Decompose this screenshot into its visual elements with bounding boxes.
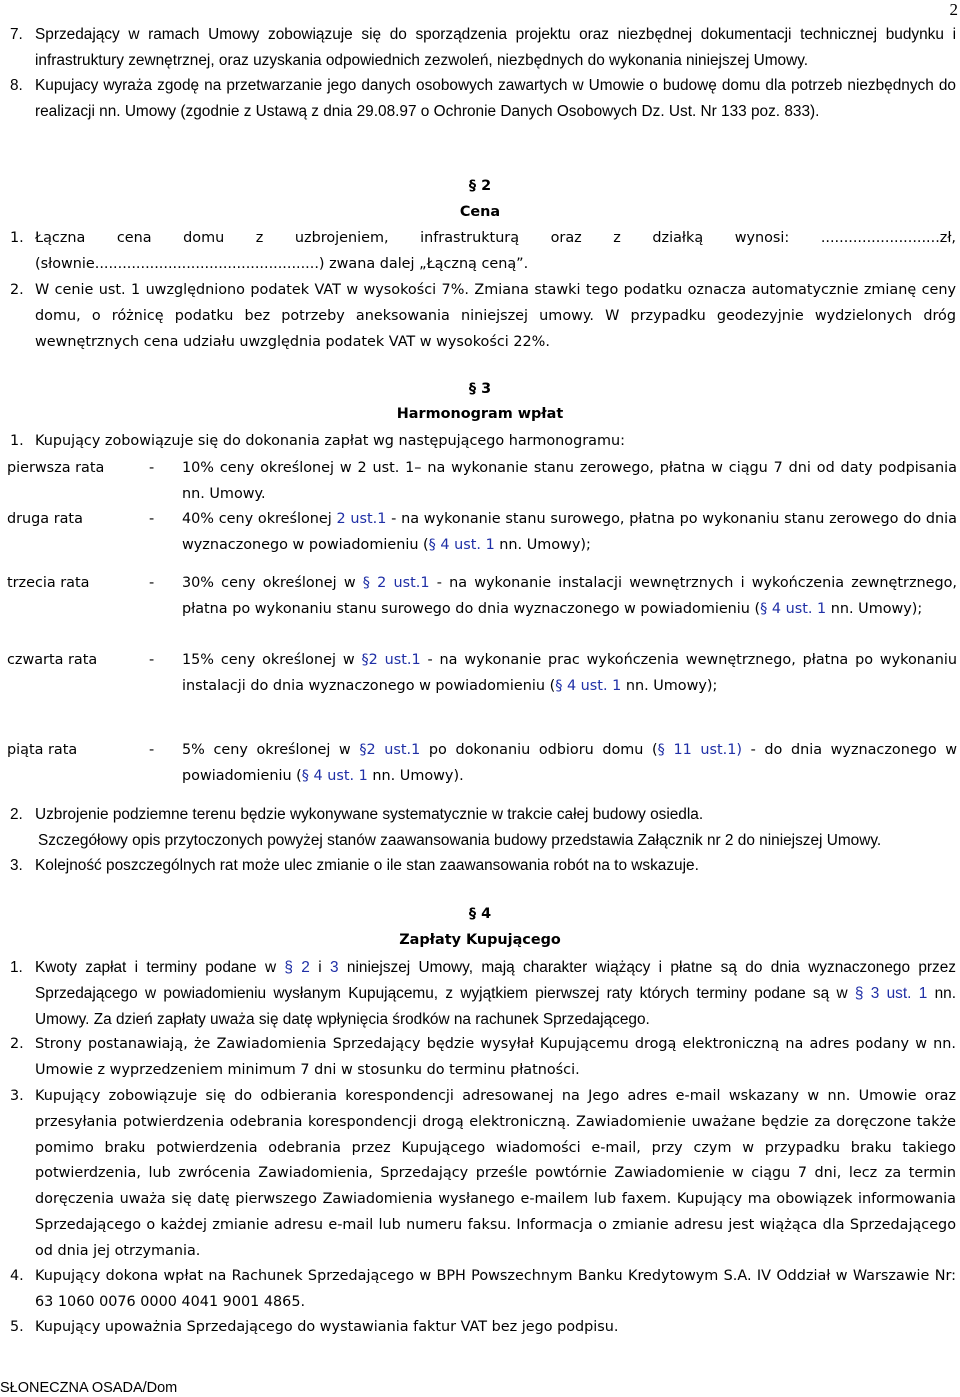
section-ref-link[interactable]: § 4 ust. 1 (760, 600, 827, 617)
section-ref-link[interactable]: § 2 ust.1 (362, 575, 430, 591)
section-2-paragraph-1: 1. Łączna cena domu z uzbrojeniem, infrastrukturą oraz z działką wynosi: ..........................zł, (słownie.................................................) zwana dalej „Łączną ceną”. (10, 230, 956, 272)
section-2-title: Cena (459, 204, 501, 220)
section-4-symbol: § 4 (468, 906, 492, 922)
section-4-paragraph-1: 1. Kwoty zapłat i terminy podane w § 2 i 3 niniejszej Umowy, mają charakter wiążący i płatne są do dnia wyznaczonego przez Sprzedającego w powiadomieniu wysłanym Kupującemu, z wyjątkiem pierwszej raty których terminy podane są w § 3 ust. 1 nn. Umowy. Za dzień zapłaty uważa się datę wpłynięcia środków na rachunek Sprzedającego. (10, 959, 956, 1028)
rate-row-5: piąta rata - 5% ceny określonej w §2 ust.1 po dokonaniu odbioru domu (§ 11 ust.1) - do dnia wyznaczonego w powiadomieniu (§ 4 ust. 1 nn. Umowy). (7, 742, 958, 784)
footer-text: SŁONECZNA OSADA/Dom (0, 1380, 178, 1396)
section-4-paragraph-5: 5. Kupujący upoważnia Sprzedającego do wystawiania faktur VAT bez jego podpisu. (10, 1319, 619, 1335)
section-3-paragraph-2: 2. Uzbrojenie podziemne terenu będzie wykonywane systematycznie w trakcie całej budowy osiedla. (10, 806, 704, 823)
section-2-paragraph-2: 2. W cenie ust. 1 uwzględniono podatek VAT w wysokości 7%. Zmiana stawki tego podatku oznacza automatycznie zmianę ceny domu, o różnicę podatku bez potrzeby aneksowania niniejszej umowy. W przypadku geodezyjnie wydzielonych dróg wewnętrznych cena udziału uwzględnia podatek VAT w wysokości 22%. (10, 282, 956, 350)
section-ref-link[interactable]: § 11 ust.1) (657, 742, 742, 758)
section-3-symbol: § 3 (468, 381, 492, 397)
section-ref-link[interactable]: 3 (330, 959, 339, 976)
paragraph-8: 8. Kupujacy wyraża zgodę na przetwarzanie jego danych osobowych zawartych w Umowie o budowę domu dla potrzeb niezbędnych do realizacji nn. Umowy (zgodnie z Ustawą z dnia 29.08.97 o Ochronie Danych Osobowych Dz. Ust. Nr 133 poz. 833). (10, 77, 956, 120)
section-3-title: Harmonogram wpłat (396, 406, 564, 422)
section-3-paragraph-3: 3. Kolejność poszczególnych rat może ulec zmianie o ile stan zaawansowania robót na to wskazuje. (10, 857, 699, 874)
section-ref-link[interactable]: § 2 (284, 959, 310, 976)
rate-row-3: trzecia rata - 30% ceny określonej w § 2 ust.1 - na wykonanie instalacji wewnętrznych i wykończenia zewnętrznego, płatna po wykonaniu stanu surowego do dnia wyznaczonego w powiadomieniu (§ 4 ust. 1 nn. Umowy); (7, 575, 957, 617)
section-3-paragraph-1: 1. Kupujący zobowiązuje się do dokonania zapłat wg następującego harmonogramu: (10, 433, 625, 449)
section-ref-link[interactable]: §2 ust.1 (359, 742, 421, 758)
section-4-paragraph-3: 3. Kupujący zobowiązuje się do odbierania korespondencji adresowanej na Jego adres e-mail wskazany w nn. Umowie oraz przesyłania potwierdzenia odebrania korespondencji drogą elektroniczną. Zawiadomienie uważane będzie za doręczone także pomimo braku potwierdzenia odebrania przez Kupującego wiadomości e-mail, przy czym w przypadku braku takiego potwierdzenia, lub zwrócenia Zawiadomienia, Sprzedający prześle powtórnie Zawiadomienie w ciągu 7 dni, lecz za termin doręczenia uważa się datę pierwszego Zawiadomienia wysłanego e-mailem lub faxem. Kupujący ma obowiązek informowania Sprzedającego o każdej zmianie adresu e-mail lub numeru faksu. Informacja o zmianie adresu jest wiążąca dla Sprzedającego od dnia jej otrzymania. (10, 1088, 956, 1259)
section-ref-link[interactable]: §2 ust.1 (361, 652, 421, 668)
section-4-paragraph-4: 4. Kupujący dokona wpłat na Rachunek Sprzedającego w BPH Powszechnym Banku Kredytowym S.A. IV Oddział w Warszawie Nr: 63 1060 0076 0000 4041 9001 4865. (10, 1268, 956, 1310)
rate-row-4: czwarta rata - 15% ceny określonej w §2 ust.1 - na wykonanie prac wykończenia wewnętrznego, płatna po wykonaniu instalacji do dnia wyznaczonego w powiadomieniu (§ 4 ust. 1 nn. Umowy); (7, 652, 957, 694)
section-3-paragraph-2b: Szczegółowy opis przytoczonych powyżej stanów zaawansowania budowy przedstawia Załącznik nr 2 do niniejszej Umowy. (38, 832, 882, 849)
rate-row-1: pierwsza rata - 10% ceny określonej w 2 ust. 1– na wykonanie stanu zerowego, płatna w ciągu 7 dni od daty podpisania nn. Umowy. (7, 456, 957, 508)
section-4-title: Zapłaty Kupującego (399, 932, 561, 948)
section-ref-link[interactable]: § 3 ust. 1 (854, 984, 928, 1002)
section-ref-link[interactable]: 2 ust.1 (336, 511, 387, 527)
section-2-symbol: § 2 (468, 178, 492, 194)
rate-1-text: 10% ceny określonej w 2 ust. 1– na wykonanie stanu zerowego, płatna w ciągu 7 dni od daty podpisania nn. Umowy. (182, 460, 957, 502)
section-ref-link[interactable]: § 4 ust. 1 (301, 767, 368, 784)
section-4-paragraph-2: 2. Strony postanawiają, że Zawiadomienia Sprzedający będzie wysyłał Kupującemu drogą elektroniczną na adres podany w nn. Umowie z wyprzedzeniem minimum 7 dni w stosunku do terminu płatności. (10, 1036, 956, 1078)
section-ref-link[interactable]: § 4 ust. 1 (555, 677, 622, 694)
rate-row-2: druga rata - 40% ceny określonej 2 ust.1 - na wykonanie stanu surowego, płatna po wykonaniu stanu zerowego do dnia wyznaczonego w powiadomieniu (§ 4 ust. 1 nn. Umowy); (7, 511, 957, 553)
section-ref-link[interactable]: § 4 ust. 1 (428, 536, 495, 553)
paragraph-7: 7. Sprzedający w ramach Umowy zobowiązuje się do sporządzenia projektu oraz niezbędnej dokumentacji technicznej budynku i infrastruktury zewnętrznej, oraz uzyskania odpowiednich zezwoleń, niezbędnych do wykonania niniejszej Umowy. (10, 26, 956, 69)
page-number: 2 (949, 0, 958, 19)
